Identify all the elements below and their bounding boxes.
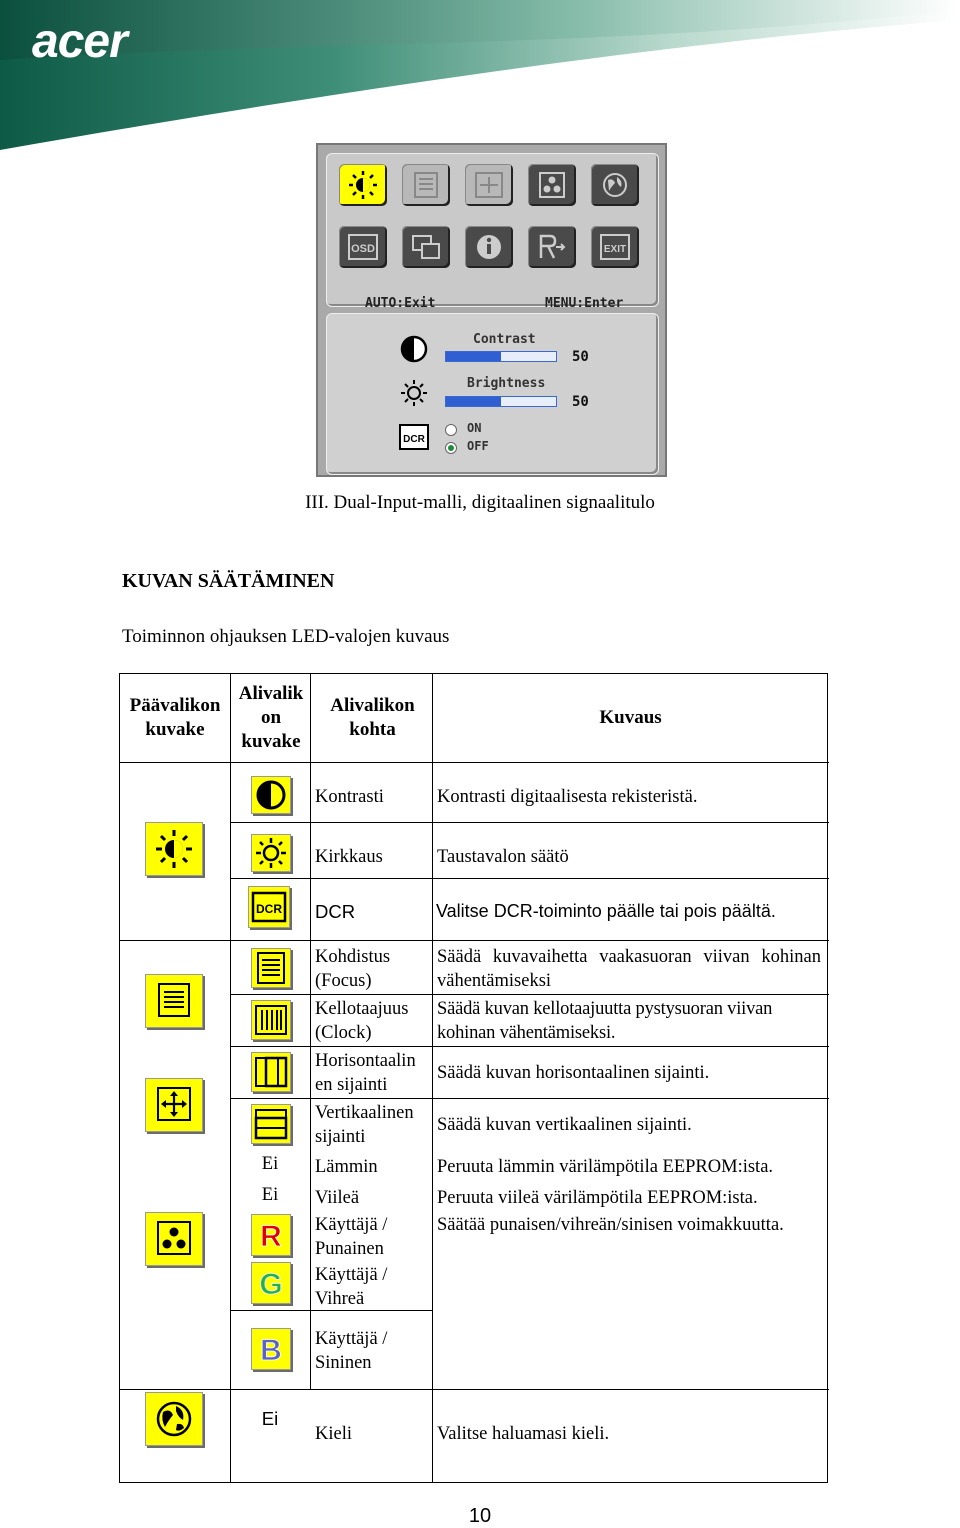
header-sub-icon: Alivalik on kuvake [238,683,304,752]
contrast-icon [399,334,429,364]
reset-icon [528,226,576,268]
dcr-off-radio [445,442,457,454]
desc-brightness: Taustavalon säätö [437,847,569,867]
desc-user-color: Säätää punaisen/vihreän/sinisen voimakkuutta. [437,1215,784,1235]
osd-screenshot [316,143,667,477]
desc-clock: Säädä kuvan kellotaajuutta pystysuoran viivan kohinan vähentämiseksi. [437,999,773,1043]
item-contrast: Kontrasti [315,787,384,807]
item-cool: Viileä [315,1188,360,1208]
sub-contrast-icon [251,776,291,814]
page-number: 10 [468,1505,492,1527]
desc-focus: Säädä kuvavaihetta vaakasuoran viivan kohinan vähentämiseksi [437,947,821,991]
sub-clock-icon [251,1000,291,1040]
header-description: Kuvaus [599,707,662,728]
svg-text:EXIT: EXIT [603,244,627,255]
item-clock: Kellotaajuus (Clock) [315,999,409,1043]
desc-vposition: Säädä kuvan vertikaalinen sijainti. [437,1115,692,1135]
sub-red-icon [251,1214,291,1256]
dcr-off-label: OFF [467,439,489,453]
main-position-icon [145,1078,203,1132]
dcr-icon [399,422,429,452]
item-hposition: Horisontaalin en sijainti [315,1051,416,1095]
osd-contrast-label: Contrast [473,332,536,347]
brightness-bar [445,396,557,407]
item-warm: Lämmin [315,1157,378,1177]
main-color-icon [145,1212,203,1266]
input-signal-icon [402,226,450,268]
dcr-on-radio [445,424,457,436]
exit-icon [591,226,639,268]
desc-cool: Peruuta viileä värilämpötila EEPROM:ista. [437,1188,758,1208]
osd-auto-hint: AUTO:Exit [365,296,436,311]
sun-icon [339,164,387,206]
svg-text:R: R [260,1220,282,1253]
svg-text:OSD: OSD [351,243,375,255]
header-main-icon: Päävalikon kuvake [129,695,221,740]
osd-brightness-label: Brightness [467,376,546,391]
main-focus-icon [145,974,203,1028]
sub-green-icon [251,1262,291,1304]
sub-vposition-icon [251,1104,291,1144]
dcr-on-label: ON [467,421,482,435]
item-user-green: Käyttäjä / Vihreä [315,1265,388,1309]
desc-language: Valitse haluamasi kieli. [437,1424,610,1444]
svg-text:B: B [260,1334,282,1367]
osd-menu-hint: MENU:Enter [545,296,624,311]
header-sub-item: Alivalikon kohta [330,695,415,740]
header-banner [0,0,960,150]
acer-logo: acer [32,15,127,68]
desc-dcr: Valitse DCR-toiminto päälle tai pois päältä. [436,901,776,921]
sub-brightness-icon [251,834,291,872]
svg-text:G: G [259,1268,283,1301]
function-table [119,673,828,1483]
desc-contrast: Kontrasti digitaalisesta rekisteristä. [437,787,698,807]
globe-icon [591,164,639,206]
info-icon [465,226,513,268]
svg-text:DCR: DCR [403,434,425,445]
item-focus: Kohdistus (Focus) [315,947,391,991]
banner-swoosh [0,0,960,150]
color-dots-icon [528,164,576,206]
position-arrows-icon [465,164,513,206]
item-user-red: Käyttäjä / Punainen [315,1215,388,1259]
osd-main-menu [326,153,659,311]
brightness-value: 50 [572,394,589,410]
item-language: Kieli [315,1424,352,1444]
desc-warm: Peruuta lämmin värilämpötila EEPROM:ista. [437,1157,774,1177]
section-heading: KUVAN SÄÄTÄMINEN [122,570,335,592]
sub-dcr-icon [248,886,290,928]
desc-hposition: Säädä kuvan horisontaalinen sijainti. [437,1063,710,1083]
sub-warm-text: Ei [261,1154,279,1174]
figure-caption: III. Dual-Input-malli, digitaalinen signaalitulo [305,492,655,513]
sub-language-text: Ei [261,1408,279,1429]
item-vposition: Vertikaalinen sijainti [315,1103,414,1147]
sub-blue-icon [251,1328,291,1370]
item-user-blue: Käyttäjä / Sininen [315,1329,388,1373]
osd-submenu [326,313,659,475]
svg-text:DCR: DCR [256,902,282,916]
contrast-value: 50 [572,349,589,365]
sub-hposition-icon [251,1052,291,1092]
section-subheading: Toiminnon ohjauksen LED-valojen kuvaus [122,626,450,647]
brightness-icon [399,378,429,408]
main-brightness-icon [145,822,203,876]
main-language-icon [145,1392,203,1446]
item-dcr: DCR [315,901,356,922]
osd-icon [339,226,387,268]
item-brightness: Kirkkaus [315,847,383,867]
sub-cool-text: Ei [261,1185,279,1205]
focus-lines-icon [402,164,450,206]
contrast-bar [445,351,557,362]
sub-focus-icon [251,948,291,988]
